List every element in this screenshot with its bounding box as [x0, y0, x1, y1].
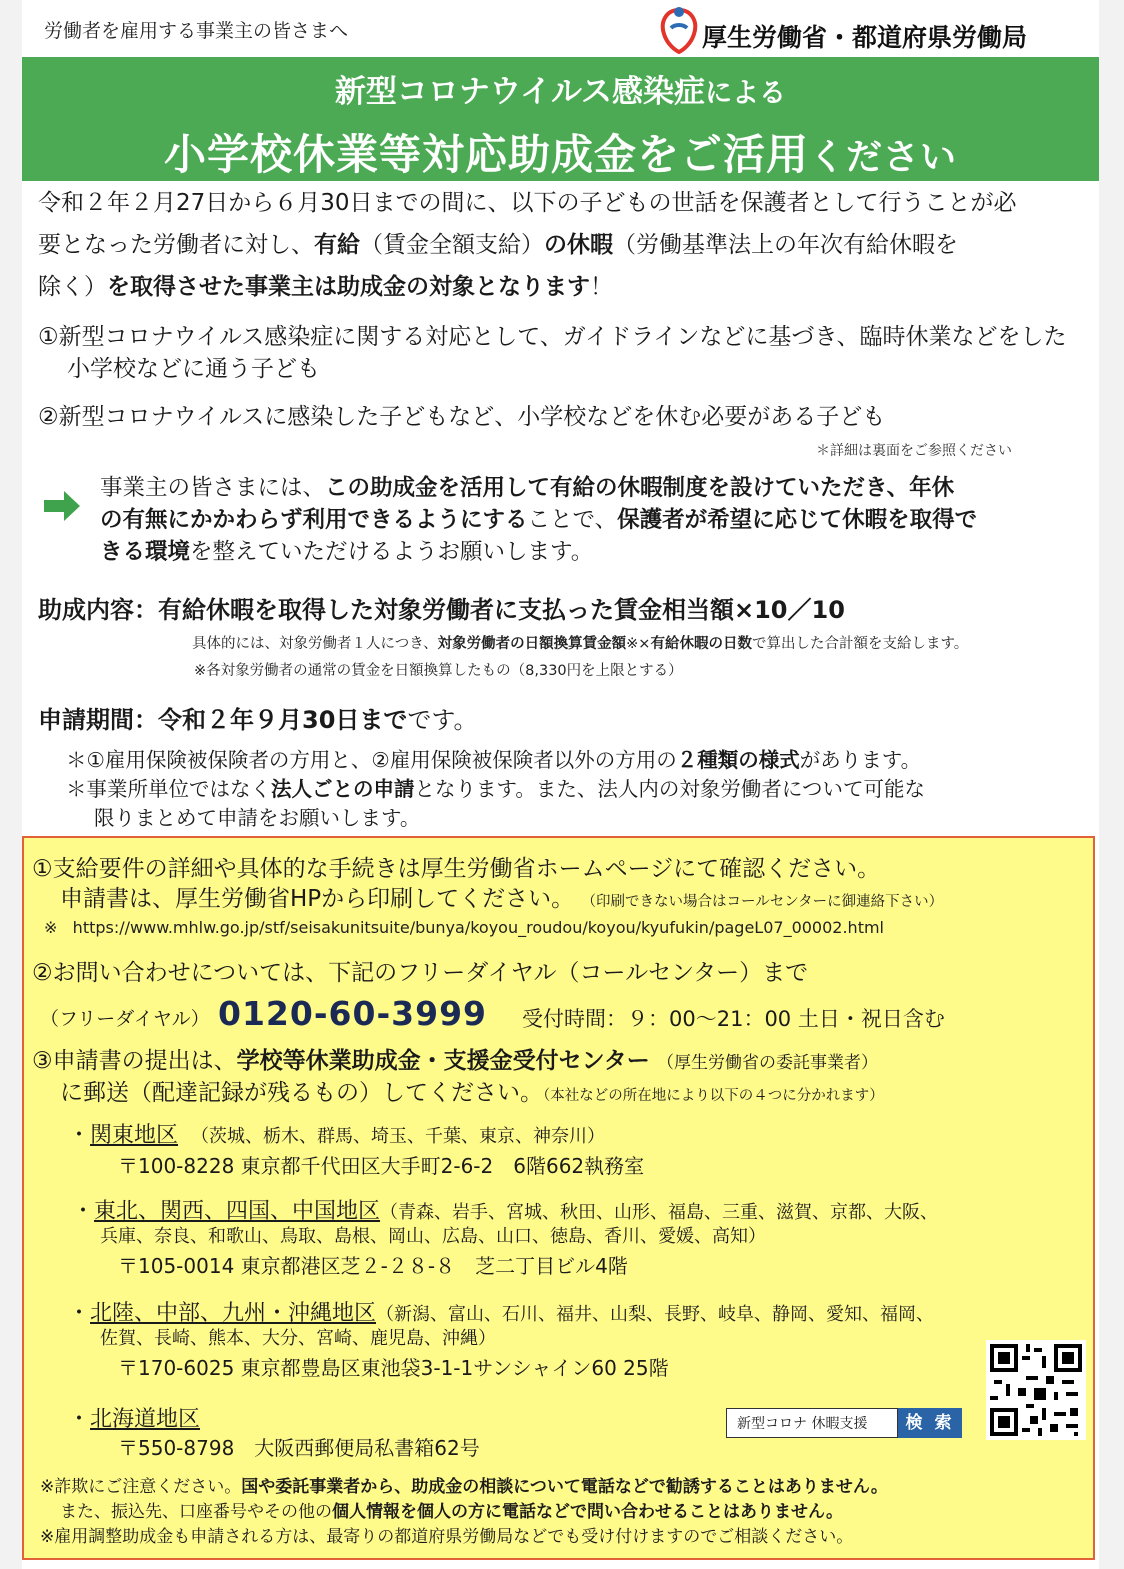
period-note-2-cont: 限りまとめて申請をお願いします。 [94, 806, 421, 830]
fraud-warning: ※詐欺にご注意ください。国や委託事業者から、助成金の相談について電話などで勧誘することはありません。 [40, 1477, 888, 1497]
period-note-1: ＊①雇用保険被保険者の方用と、②雇用保険被保険者以外の方用の２種類の様式があります。 [66, 748, 922, 772]
application-period-heading: 申請期間：令和２年９月30日までです。 [38, 706, 478, 734]
banner-title: 小学校休業等対応助成金をご活用ください [163, 130, 958, 179]
call-hours: 受付時間：９：00〜21：00 土日・祝日含む [522, 1007, 945, 1031]
intro-line-2: 要となった労働者に対し、有給（賃金全額支給）の休暇（労働基準法上の年次有給休暇を [38, 232, 958, 258]
see-reverse-note: ＊詳細は裏面をご参照ください [816, 443, 1012, 459]
info-step-1-cont: 申請書は、厚生労働省HPから印刷してください。 （印刷できない場合はコールセンターに御連絡下さい） [60, 886, 944, 912]
request-line-2: の有無にかかわらず利用できるようにすることで、保護者が希望に応じて休暇を取得で [100, 507, 978, 533]
audience-label: 労働者を雇用する事業主の皆さまへ [44, 20, 349, 42]
region-tohoku-kansai-prefs: 兵庫、奈良、和歌山、鳥取、島根、岡山、広島、山口、徳島、香川、愛媛、高知） [100, 1226, 766, 1247]
freedial-label: （フリーダイヤル） [40, 1008, 210, 1030]
qr-code-icon[interactable] [986, 1340, 1086, 1440]
info-step-1: ①支給要件の詳細や具体的な手続きは厚生労働省ホームページにて確認ください。 [32, 856, 881, 882]
region-tohoku-kansai: ・東北、関西、四国、中国地区（青森、岩手、宮城、秋田、山形、福島、三重、滋賀、京都、大阪、 [72, 1199, 939, 1224]
subsidy-footnote: ※各対象労働者の通常の賃金を日額換算したもの（8,330円を上限とする） [194, 663, 683, 679]
region-hokkaido: ・北海道地区 [68, 1407, 201, 1432]
region-kanto: ・関東地区 （茨城、栃木、群馬、埼玉、千葉、東京、神奈川） [68, 1123, 606, 1148]
child-condition-2: ②新型コロナウイルスに感染した子どもなど、小学校などを休む必要がある子ども [38, 404, 886, 430]
ministry-url[interactable]: ※ https://www.mhlw.go.jp/stf/seisakunitsuite/bunya/koyou_roudou/koyou/kyufukin/pageL07_00002.html [44, 918, 884, 937]
employment-adjustment-note: ※雇用調整助成金も申請される方は、最寄りの都道府県労働局などでも受け付けますのでご相談ください。 [40, 1527, 854, 1547]
intro-line-1: 令和２年２月27日から６月30日までの間に、以下の子どもの世話を保護者として行うことが必 [38, 190, 1017, 216]
region-tohoku-kansai-address: 〒105-0014 東京都港区芝２-２８-８ 芝二丁目ビル4階 [118, 1254, 628, 1278]
search-query-box[interactable]: 新型コロナ 休暇支援 [726, 1408, 898, 1438]
banner-line-1: 新型コロナウイルス感染症による [334, 74, 787, 110]
subsidy-heading: 助成内容：有給休暇を取得した対象労働者に支払った賃金相当額×10／10 [38, 596, 845, 624]
region-hokuriku-kyushu-address: 〒170-6025 東京都豊島区東池袋3-1-1サンシャイン60 25階 [118, 1356, 669, 1380]
subsidy-detail: 具体的には、対象労働者１人につき、対象労働者の日額換算賃金額※×有給休暇の日数で算出した合計額を支給します。 [192, 636, 969, 652]
info-step-2: ②お問い合わせについては、下記のフリーダイヤル（コールセンター）まで [32, 960, 809, 986]
ministry-logo-icon [656, 4, 702, 54]
intro-line-3: 除く）を取得させた事業主は助成金の対象となります！ [38, 274, 613, 300]
period-note-2: ＊事業所単位ではなく法人ごとの申請となります。また、法人内の対象労働者について可能な [66, 777, 925, 801]
request-line-3: きる環境を整えていただけるようお願いします。 [100, 539, 594, 565]
arrow-right-icon [42, 488, 82, 524]
region-hokkaido-address: 〒550-8798 大阪西郵便局私書箱62号 [118, 1436, 480, 1460]
fraud-warning-cont: また、振込先、口座番号やその他の個人情報を個人の方に電話などで問い合わせることはありません。 [60, 1502, 844, 1522]
region-kanto-address: 〒100-8228 東京都千代田区大手町2-6-2 6階662執務室 [118, 1154, 645, 1178]
phone-number[interactable]: 0120-60-3999 [218, 994, 488, 1033]
info-step-3: ③申請書の提出は、学校等休業助成金・支援金受付センター （厚生労働省の委託事業者） [32, 1048, 879, 1074]
region-hokuriku-kyushu: ・北陸、中部、九州・沖縄地区（新潟、富山、石川、福井、山梨、長野、岐阜、静岡、愛知、福岡、 [68, 1301, 935, 1326]
ministry-name: 厚生労働省・都道府県労働局 [702, 23, 1028, 52]
region-hokuriku-kyushu-prefs: 佐賀、長崎、熊本、大分、宮崎、鹿児島、沖縄） [100, 1328, 496, 1349]
leaflet-page [22, 0, 1099, 1569]
request-line-1: 事業主の皆さまには、この助成金を活用して有給の休暇制度を設けていただき、年休 [100, 475, 955, 501]
child-condition-1-cont: 小学校などに通う子ども [67, 356, 320, 382]
info-step-3-cont: に郵送（配達記録が残るもの）してください。（本社などの所在地により以下の４つに分かれます） [60, 1080, 884, 1106]
search-button[interactable]: 検 索 [898, 1408, 962, 1438]
child-condition-1: ①新型コロナウイルス感染症に関する対応として、ガイドラインなどに基づき、臨時休業などをした [38, 324, 1067, 350]
